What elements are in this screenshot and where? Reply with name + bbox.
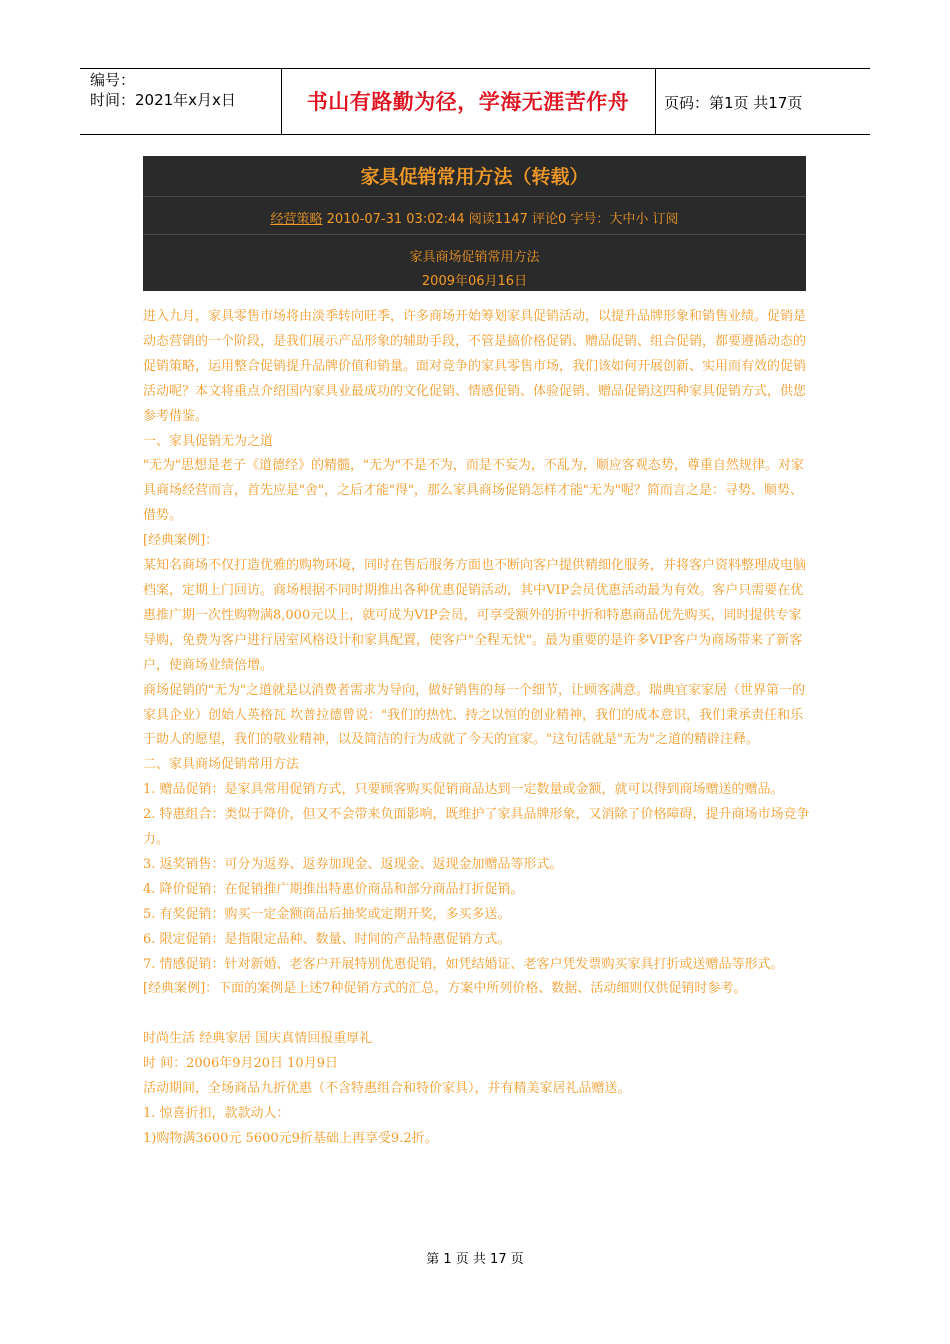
campaign-title: 时尚生活 经典家居 国庆真情回报重厚礼 [143, 1031, 373, 1047]
article-body [143, 305, 813, 1152]
header-motto: 书山有路勤为径，学海无涯苦作舟 [306, 89, 630, 114]
header-divider-left [281, 68, 282, 135]
list-item: 4. 降价促销：在促销推广期推出特惠价商品和部分商品打折促销。 [143, 881, 524, 897]
header-divider-right [655, 68, 656, 135]
header-bottom-rule [80, 134, 870, 135]
meta-text: 2010-07-31 03:02:44 阅读1147 评论0 字号：大中小 订阅 [326, 212, 679, 227]
paragraph: 进入九月，家具零售市场将由淡季转向旺季，许多商场开始筹划家具促销活动，以提升品牌形象和销售业绩。促销是动态营销的一个阶段，是我们展示产品形象的辅助手段，不管是搞价格促销、赠品促销、组合促销，都要遵循动态的促销策略，运用整合促销提升品牌价值和销量。面对竞争的家具零售市场，我们该如何开展创新、实用而有效的促销活动呢？本文将重点介绍国内家具业最成功的文化促销、情感促销、体验促销、赠品促销这四种家具促销方式，供您参考借鉴。 [143, 309, 807, 424]
list-item: 7. 情感促销：针对新婚、老客户开展特别优惠促销，如凭结婚证、老客户凭发票购买家具打折或送赠品等形式。 [143, 956, 784, 972]
header-page-number: 页码：第1页 共17页 [664, 94, 803, 112]
paragraph: 商场促销的"无为"之道就是以消费者需求为导向，做好销售的每一个细节，让顾客满意。瑞典宜家家居（世界第一的家具企业）创始人英格瓦 坎普拉德曾说："我们的热忱、持之以恒的创业精神，我们的成本意识，我们秉承责任和乐于助人的愿望，我们的敬业精神，以及简洁的行为成就了今天的宜家。"这句话就是"无为"之道的精辟注释。 [143, 682, 805, 748]
article-banner [143, 156, 806, 291]
banner-divider [143, 196, 806, 197]
case-label: [经典案例]：下面的案例是上述7种促销方式的汇总，方案中所列价格、数据、活动细则仅供促销时参考。 [143, 981, 747, 997]
paragraph: "无为"思想是老子《道德经》的精髓，"无为"不是不为，而是不妄为，不乱为，顺应客观态势，尊重自然规律。对家具商场经营而言，首先应是"舍"，之后才能"得"，那么家具商场促销怎样才能"无为"呢？简而言之是：寻势、顺势、借势。 [143, 458, 804, 524]
list-item: 1. 惊喜折扣，款款动人： [143, 1106, 290, 1122]
article-date: 2009年06月16日 [421, 274, 528, 289]
banner-divider [143, 234, 806, 235]
header-top-rule [80, 68, 870, 69]
list-item: 5. 有奖促销：购买一定金额商品后抽奖或定期开奖，多买多送。 [143, 906, 511, 922]
page-footer: 第 1 页 共 17 页 [426, 1252, 524, 1267]
list-item: 3. 返奖销售：可分为返券、返券加现金、返现金、返现金加赠品等形式。 [143, 856, 563, 872]
article-meta [143, 208, 806, 227]
section-heading: 一、家具促销无为之道 [143, 433, 274, 449]
list-item: 6. 限定促销：是指限定品种、数量、时间的产品特惠促销方式。 [143, 931, 511, 947]
section-heading: 二、家具商场促销常用方法 [143, 757, 300, 773]
header-info [90, 70, 280, 110]
doc-date-label: 时间：2021年x月x日 [90, 91, 236, 109]
paragraph: 活动期间，全场商品九折优惠（不含特惠组合和特价家具），并有精美家居礼品赠送。 [143, 1081, 631, 1097]
list-item: 1. 赠品促销：是家具常用促销方式，只要顾客购买促销商品达到一定数量或金额，就可以得到商场赠送的赠品。 [143, 782, 784, 798]
list-item: 2. 特惠组合：类似于降价，但又不会带来负面影响，既维护了家具品牌形象，又消除了价格障碍，提升商场市场竞争力。 [143, 807, 810, 848]
article-title: 家具促销常用方法（转载） [360, 166, 589, 188]
category-link[interactable]: 经营策略 [270, 212, 323, 227]
case-label: [经典案例]： [143, 533, 219, 549]
doc-number-label: 编号： [90, 71, 136, 89]
paragraph: 某知名商场不仅打造优雅的购物环境，同时在售后服务方面也不断向客户提供精细化服务，并将客户资料整理成电脑档案，定期上门回访。商场根据不同时期推出各种优惠促销活动，其中VIP会员优惠活动最为有效。客户只需要在优惠推广期一次性购物满8,000元以上，就可成为VIP会员，可享受额外的折中折和特惠商品优先购买，同时提供专家导购，免费为客户进行居室风格设计和家具配置，使客户"全程无忧"。最为重要的是许多VIP客户为商场带来了新客户，使商场业绩倍增。 [143, 558, 807, 673]
blank-line [143, 1002, 813, 1027]
list-item: 1)购物满3600元 5600元9折基础上再享受9.2折。 [143, 1131, 438, 1146]
article-subtitle: 家具商场促销常用方法 [409, 250, 540, 265]
campaign-time: 时 间：2006年9月20日 10月9日 [143, 1056, 338, 1072]
